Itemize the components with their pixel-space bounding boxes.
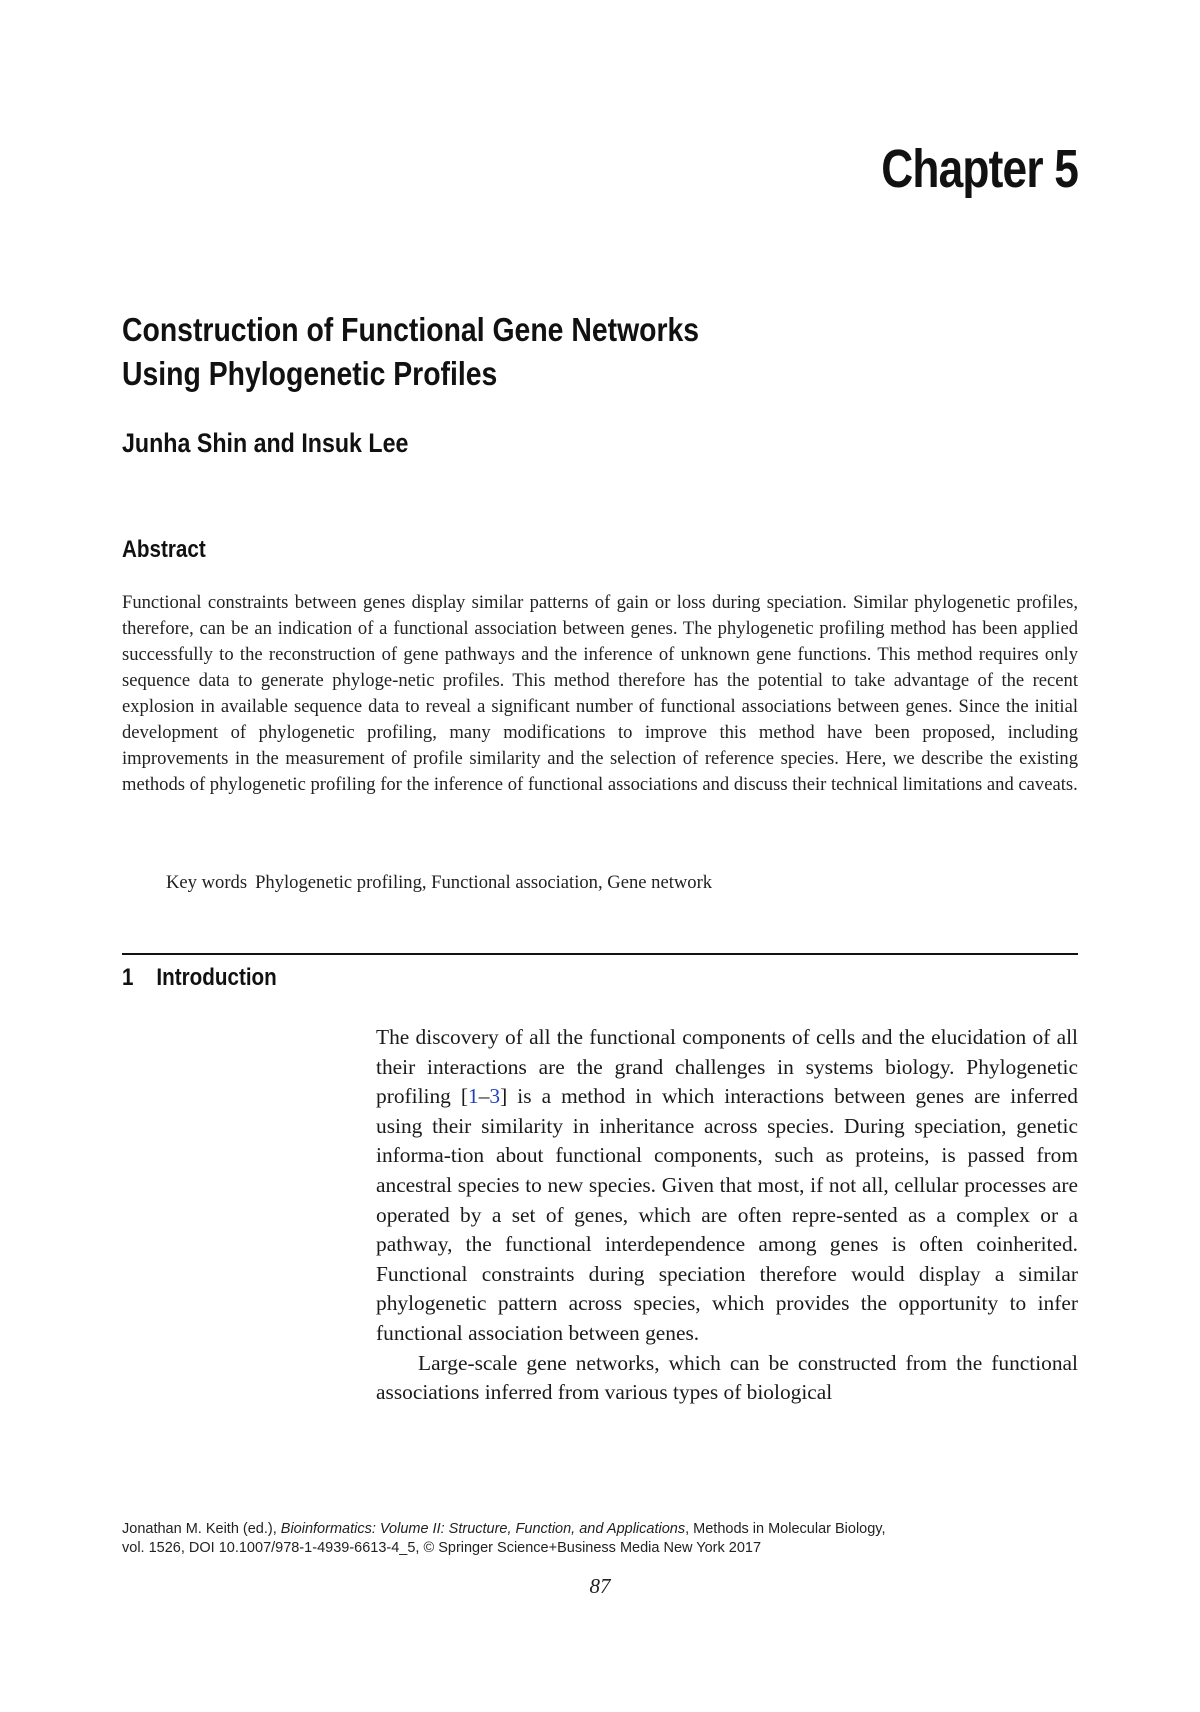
keywords-label: Key words: [166, 872, 248, 893]
footnote-line-2: vol. 1526, DOI 10.1007/978-1-4939-6613-4_5, © Springer Science+Business Media New York 2017: [122, 1540, 762, 1556]
page-number: 87: [589, 1574, 611, 1598]
keywords: [166, 872, 712, 894]
chapter-title-line-1: Construction of Functional Gene Networks: [122, 311, 700, 348]
chapter-label: Chapter 5: [881, 139, 1078, 199]
section-number: 1: [122, 964, 134, 991]
intro-paragraph-1-start: The discovery of all the functional components of cells and the elucidation of all their interactions are the grand challenges in systems biology. Phylogenetic profiling [: [376, 1025, 1078, 1109]
section-divider: [122, 953, 1078, 955]
footnote-book-title: Bioinformatics: Volume II: Structure, Function, and Applications: [280, 1521, 686, 1537]
chapter-title: [122, 308, 699, 396]
footnote-line-1: [122, 1520, 886, 1539]
footnote-series: , Methods in Molecular Biology,: [685, 1521, 886, 1537]
section-heading: [122, 964, 277, 992]
citation-link-3[interactable]: 3: [489, 1084, 501, 1109]
citation-link-1[interactable]: 1: [468, 1084, 479, 1109]
intro-paragraph-2: Large-scale gene networks, which can be constructed from the functional associations inferred from various types of biological: [376, 1350, 1078, 1405]
section-title: Introduction: [156, 964, 277, 991]
footnote-editor: Jonathan M. Keith (ed.),: [122, 1521, 281, 1537]
keywords-text: Phylogenetic profiling, Functional association, Gene network: [255, 872, 713, 893]
abstract-heading: Abstract: [122, 536, 206, 563]
authors: Junha Shin and Insuk Lee: [122, 428, 409, 458]
citation-footnote: [122, 1520, 886, 1558]
intro-paragraph-1: [376, 1023, 1078, 1349]
citation-dash: –: [478, 1084, 490, 1109]
chapter-title-line-2: Using Phylogenetic Profiles: [122, 355, 498, 392]
abstract-text: Functional constraints between genes display similar patterns of gain or loss during speciation. Similar phylogenetic profiles, therefore, can be an indication of a functional association between genes. The phylogenetic profiling method has been applied successfully to the reconstruction of gene pathways and the inference of unknown gene functions. This method requires only sequence data to generate phyloge-netic profiles. This method therefore has the potential to take advantage of the recent explosion in available sequence data to reveal a significant number of functional associations between genes. Since the initial development of phylogenetic profiling, many modifications to improve this method have been proposed, including improvements in the measurement of profile similarity and the selection of reference species. Here, we describe the existing methods of phylogenetic profiling for the inference of functional associations and discuss their technical limitations and caveats.: [122, 592, 1078, 795]
intro-paragraph-1-end: ] is a method in which interactions between genes are inferred using their similarity in inheritance across species. During speciation, genetic informa-tion about functional components, such as proteins, is passed from ancestral species to new species. Given that most, if not all, cellular processes are operated by a set of genes, which are often repre-sented as a complex or a pathway, the functional interdependence among genes is often coinherited. Functional constraints during speciation therefore would display a similar phylogenetic pattern across species, which provides the opportunity to infer functional association between genes.: [376, 1084, 1078, 1345]
introduction-body: [376, 1023, 1078, 1408]
